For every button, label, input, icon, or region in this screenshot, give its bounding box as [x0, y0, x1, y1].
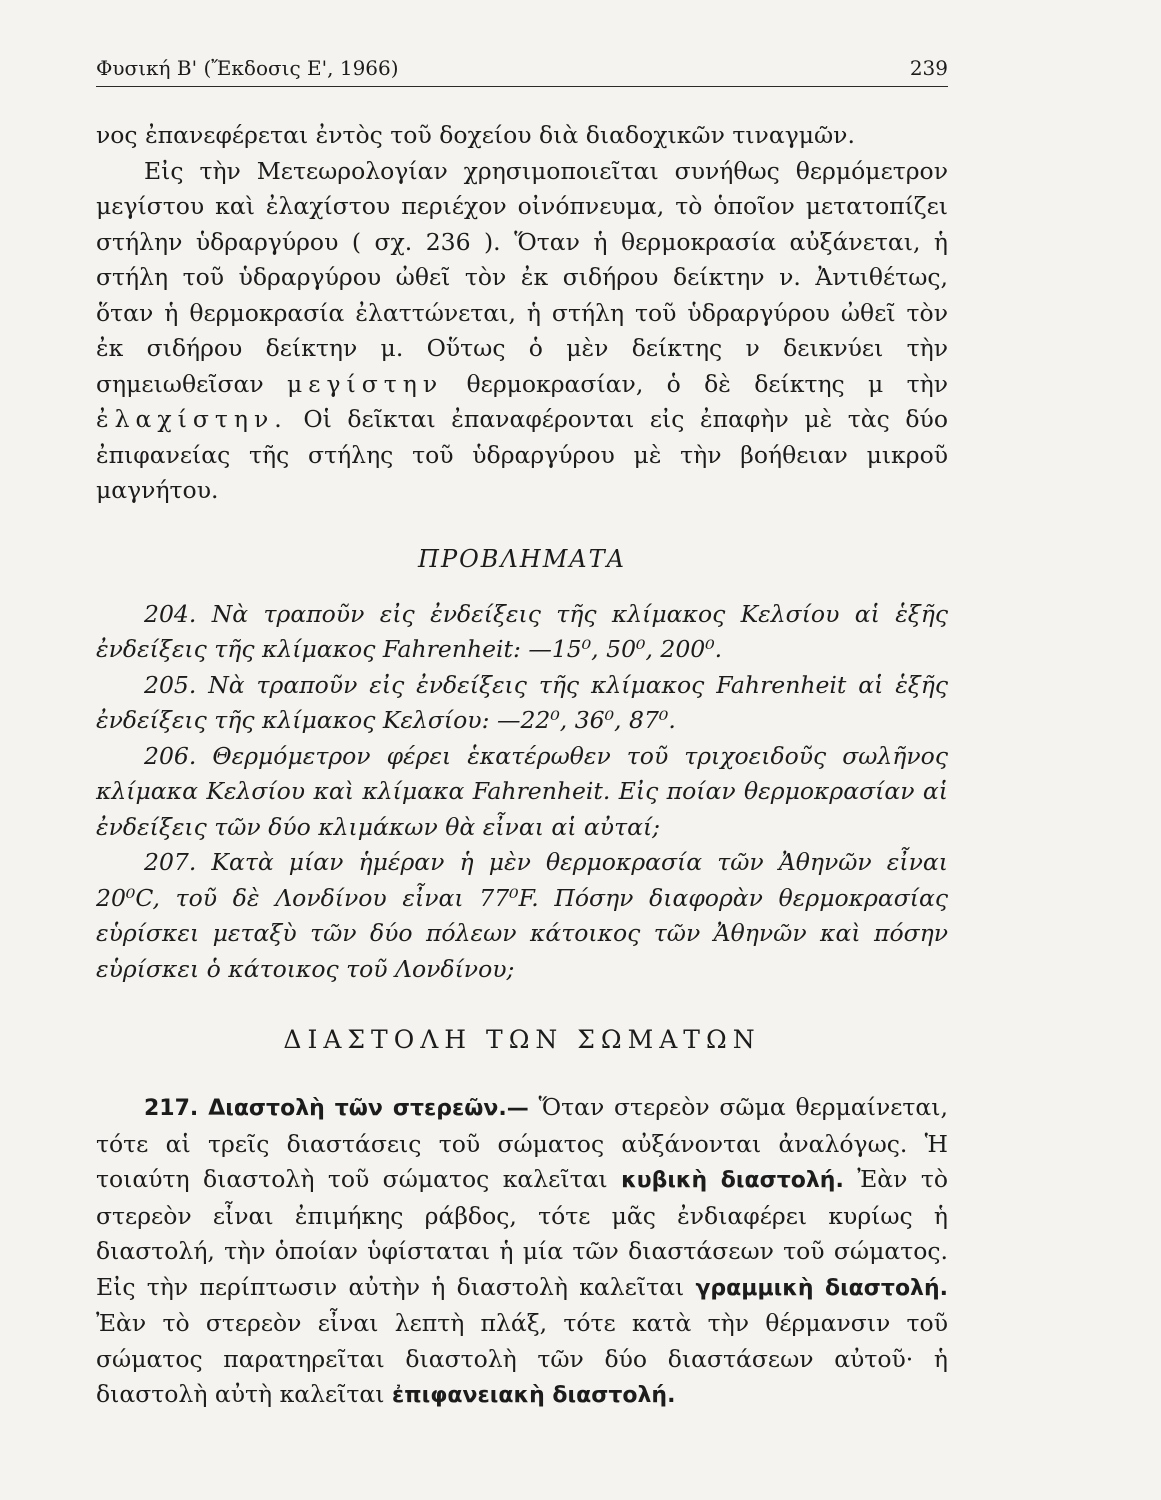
problem-item: [96, 845, 948, 987]
problem-item: [96, 668, 948, 739]
para-text-3: Οἱ δεῖκται ἐπαναφέρονται εἰς ἐπαφὴν μὲ τὰς δύο ἐπιφανείας τῆς στήλης τοῦ ὑδραργύρου μὲ τὴν βοήθειαν μικροῦ μαγνήτου.: [96, 405, 948, 504]
page-number: 239: [909, 56, 948, 80]
term-linear: γραμμικὴ διαστολή.: [695, 1275, 949, 1301]
problem-item: [96, 739, 948, 846]
spaced-word-max: μεγίστην: [287, 369, 444, 398]
problem-number: 204.: [144, 599, 197, 628]
spaced-word-min: ἐλαχίστην.: [96, 405, 288, 433]
paragraph-217: [96, 1090, 948, 1414]
para217-text-3: Ἐὰν τὸ στερεὸν εἶναι λεπτὴ πλάξ, τότε κατὰ τὴν θέρμανσιν τοῦ σώματος παρατηρεῖται διαστολὴ τῶν δύο διαστάσεων αὐτοῦ· ἡ διαστολὴ αὐτὴ καλεῖται: [96, 1309, 948, 1408]
term-cubic: κυβικὴ διαστολή.: [621, 1168, 844, 1193]
section-heading: 217. Διαστολὴ τῶν στερεῶν.—: [144, 1096, 529, 1121]
header-title: Φυσική Β' (Ἔκδοσις Ε', 1966): [96, 56, 399, 80]
problem-number: 206.: [144, 741, 197, 770]
problem-text: Νὰ τραποῦν εἰς ἐνδείξεις τῆς κλίμακος Κελσίου αἱ ἑξῆς ἐνδείξεις τῆς κλίμακος Fahrenheit: —15⁰, 50⁰, 200⁰.: [96, 599, 948, 663]
continuation-line: νος ἐπανεφέρεται ἐντὸς τοῦ δοχείου διὰ διαδοχικῶν τιναγμῶν.: [96, 121, 855, 149]
problem-number: 205.: [144, 670, 197, 699]
problem-text: Κατὰ μίαν ἡμέραν ἡ μὲν θερμοκρασία τῶν Ἀθηνῶν εἶναι 20⁰C, τοῦ δὲ Λονδίνου εἶναι 77⁰F. Πόσην διαφορὰν θερμοκρασίας εὑρίσκει μεταξὺ τῶν δύο πόλεων κάτοικος τῶν Ἀθηνῶν καὶ πόσην εὑρίσκει ὁ κάτοικος τοῦ Λονδίνου;: [96, 848, 948, 983]
problem-text: Θερμόμετρον φέρει ἑκατέρωθεν τοῦ τριχοειδοῦς σωλῆνος κλίμακα Κελσίου καὶ κλίμακα Fahrenheit. Εἰς ποίαν θερμοκρασίαν αἱ ἐνδείξεις τῶν δύο κλιμάκων θὰ εἶναι αἱ αὐταί;: [96, 741, 948, 841]
body-text: [96, 118, 948, 1414]
section-title: ΔΙΑΣΤΟΛΗ ΤΩΝ ΣΩΜΑΤΩΝ: [283, 1025, 761, 1054]
paragraph-thermometer: [96, 154, 948, 509]
problem-item: [96, 597, 948, 668]
para-text-1: Εἰς τὴν Μετεωρολογίαν χρησιμοποιεῖται συνήθως θερμόμετρον μεγίστου καὶ ἐλαχίστου περιέχον οἰνόπνευμα, τὸ ὁποῖον μετατοπίζει στήλην ὑδραργύρου ( σχ. 236 ). Ὅταν ἡ θερμοκρασία αὐξάνεται, ἡ στήλη τοῦ ὑδραργύρου ὠθεῖ τὸν ἐκ σιδήρου δείκτην ν. Ἀντιθέτως, ὅταν ἡ θερμοκρασία ἐλαττώνεται, ἡ στήλη τοῦ ὑδραργύρου ὠθεῖ τὸν ἐκ σιδήρου δείκτην μ. Οὕτως ὁ μὲν δείκτης ν δεικνύει τὴν σημειωθεῖσαν: [96, 156, 948, 398]
para-text-2: θερμοκρασίαν, ὁ δὲ δείκτης μ τὴν: [466, 369, 948, 398]
problem-number: 207.: [144, 848, 197, 876]
problem-text: Νὰ τραποῦν εἰς ἐνδείξεις τῆς κλίμακος Fahrenheit αἱ ἑξῆς ἐνδείξεις τῆς κλίμακος Κελσίου: —22⁰, 36⁰, 87⁰.: [96, 670, 948, 734]
para217-text-1: Ὅταν στερεὸν σῶμα θερμαίνεται, τότε αἱ τρεῖς διαστάσεις τοῦ σώματος αὐξάνονται ἀναλόγως. Ἡ τοιαύτη διαστολὴ τοῦ σώματος καλεῖται: [96, 1093, 948, 1193]
term-surface: ἐπιφανειακὴ διαστολή.: [391, 1383, 676, 1408]
running-header: [96, 52, 948, 87]
para217-text-2: Ἐὰν τὸ στερεὸν εἶναι ἐπιμήκης ράβδος, τότε μᾶς ἐνδιαφέρει κυρίως ἡ διαστολή, τὴν ὁποίαν ὑφίσταται ἡ μία τῶν διαστάσεων τοῦ σώματος. Εἰς τὴν περίπτωσιν αὐτὴν ἡ διαστολὴ καλεῖται: [96, 1165, 948, 1301]
problems-title: ΠΡΟΒΛΗΜΑΤΑ: [418, 544, 626, 573]
